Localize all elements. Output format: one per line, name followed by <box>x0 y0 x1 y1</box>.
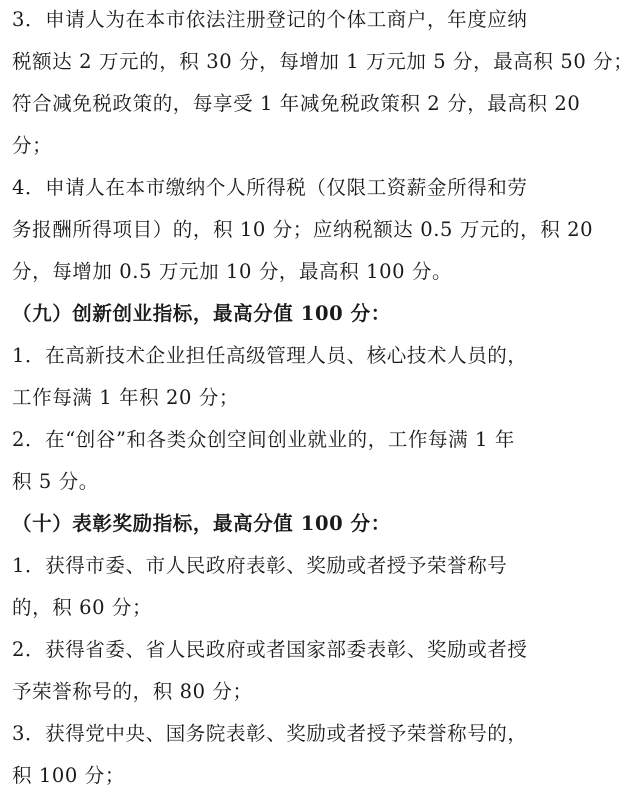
text-line-3: 符合减免税政策的，每享受 1 年减免税政策积 2 分，最高积 20 <box>12 92 581 115</box>
text-line-7: 分，每增加 0.5 万元加 10 分，最高积 100 分。 <box>12 260 453 283</box>
text-line-1: 3．申请人为在本市依法注册登记的个体工商户，年度应纳 <box>12 8 528 31</box>
text-line-12: 积 5 分。 <box>12 470 99 493</box>
text-line-10: 工作每满 1 年积 20 分； <box>12 386 240 409</box>
text-line-14: 1．获得市委、市人民政府表彰、奖励或者授予荣誉称号 <box>12 554 508 577</box>
text-line-6: 务报酬所得项目）的，积 10 分；应纳税额达 0.5 万元的，积 20 <box>12 218 594 241</box>
text-line-16: 2．获得省委、省人民政府或者国家部委表彰、奖励或者授 <box>12 638 528 661</box>
text-line-19: 积 100 分； <box>12 764 125 787</box>
section-heading-9: （九）创新创业指标，最高分值 100 分： <box>12 302 391 325</box>
text-line-18: 3．获得党中央、国务院表彰、奖励或者授予荣誉称号的， <box>12 722 528 745</box>
text-line-15: 的，积 60 分； <box>12 596 153 619</box>
section-heading-10: （十）表彰奖励指标，最高分值 100 分： <box>12 512 391 535</box>
text-line-5: 4．申请人在本市缴纳个人所得税（仅限工资薪金所得和劳 <box>12 176 528 199</box>
text-line-17: 予荣誉称号的，积 80 分； <box>12 680 253 703</box>
text-line-4: 分； <box>12 134 53 157</box>
text-line-11: 2．在“创谷”和各类众创空间创业就业的，工作每满 1 年 <box>12 428 515 451</box>
text-line-9: 1．在高新技术企业担任高级管理人员、核心技术人员的， <box>12 344 528 367</box>
text-line-2: 税额达 2 万元的，积 30 分，每增加 1 万元加 5 分，最高积 50 分； <box>12 50 634 73</box>
